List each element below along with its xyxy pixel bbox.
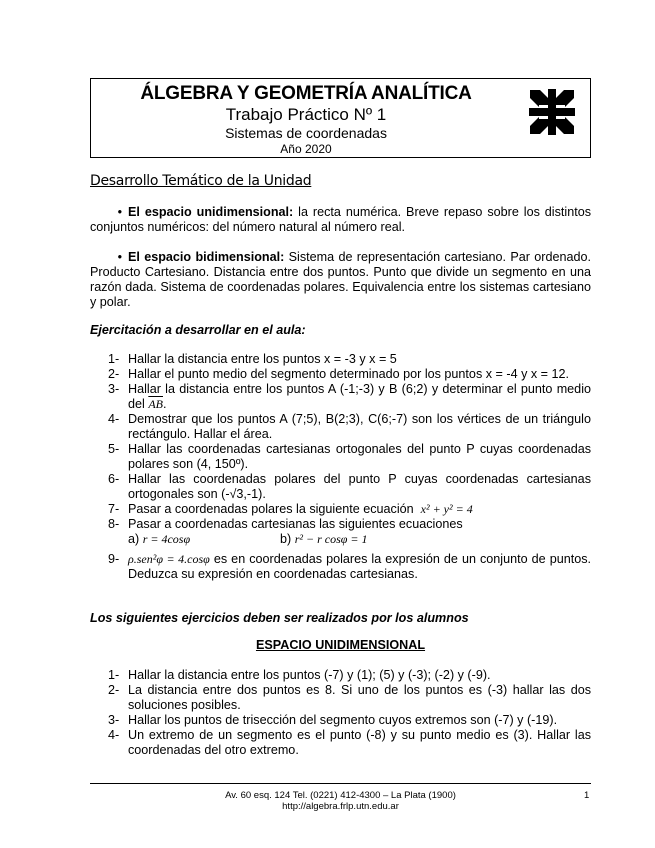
sub-label-b: b) — [280, 532, 292, 546]
list-item — [90, 683, 591, 713]
equation-a: r = 4cosφ — [142, 532, 191, 546]
item-number: 7- — [108, 502, 120, 516]
list-item — [90, 728, 591, 758]
item-number: 3- — [108, 713, 120, 727]
unidim-list — [90, 668, 591, 758]
item-number: 4- — [108, 728, 120, 742]
list-item — [90, 412, 591, 442]
list-item — [90, 668, 591, 683]
sub-label-a: a) — [128, 532, 140, 546]
equation-circle: x² + y² = 4 — [420, 502, 473, 516]
item-text: Hallar la distancia entre los puntos x = -3 y x = 5 — [128, 352, 397, 366]
item-number: 4- — [108, 412, 120, 426]
equation-b: r² − r cosφ = 1 — [294, 532, 368, 546]
page-number: 1 — [584, 790, 590, 801]
list-item — [90, 472, 591, 502]
item-number: 1- — [108, 352, 120, 366]
bullet-bold: El espacio bidimensional: — [128, 250, 285, 264]
bullet-text: la recta numérica. Breve repaso sobre los distintos conjuntos numéricos: del número natural al número real. — [90, 205, 592, 234]
item-text: Pasar a coordenadas polares la siguiente ecuación — [128, 502, 414, 516]
item-number: 9- — [108, 552, 120, 566]
unidim-title: ESPACIO UNIDIMENSIONAL — [255, 638, 426, 652]
footer-address: Av. 60 esq. 124 Tel. (0221) 412-4300 – La Plata (1900) — [225, 790, 456, 801]
list-item — [90, 442, 591, 472]
item-text: Hallar los puntos de trisección del segmento cuyos extremos son (-7) y (-19). — [128, 713, 558, 727]
footer-divider — [90, 783, 591, 784]
document-title: ÁLGEBRA Y GEOMETRÍA ANALÍTICA — [140, 83, 472, 104]
list-item — [90, 367, 591, 382]
item-number: 5- — [108, 442, 120, 456]
item-text: Pasar a coordenadas cartesianas las siguientes ecuaciones — [128, 517, 463, 531]
item-number: 3- — [108, 382, 120, 396]
bullet-bold: El espacio unidimensional: — [128, 205, 294, 219]
classroom-heading: Ejercitación a desarrollar en el aula: — [90, 323, 306, 337]
list-item — [90, 352, 591, 367]
classroom-list — [90, 352, 591, 582]
students-heading: Los siguientes ejercicios deben ser realizados por los alumnos — [90, 611, 469, 625]
item-period: . — [162, 397, 167, 411]
item-text: La distancia entre dos puntos es 8. Si uno de los puntos es (-3) hallar las dos soluciones posibles. — [128, 683, 591, 712]
list-item — [90, 517, 591, 532]
item-text: es en coordenadas polares la expresión de un conjunto de puntos. Deduzca su expresión en coordenadas cartesianas. — [128, 552, 592, 581]
item-text: Un extremo de un segmento es el punto (-8) y su punto medio es (3). Hallar las coordenadas del otro extremo. — [128, 728, 591, 757]
footer-url[interactable]: http://algebra.frlp.utn.edu.ar — [282, 801, 399, 812]
bullet-unidimensional — [90, 205, 591, 235]
item-number: 2- — [108, 367, 120, 381]
item-text: Hallar la distancia entre los puntos (-7) y (1); (5) y (-3); (-2) y (-9). — [128, 668, 491, 682]
item-text: Hallar el punto medio del segmento determinado por los puntos x = -4 y x = 12. — [128, 367, 570, 381]
item-text: Demostrar que los puntos A (7;5), B(2;3), C(6;-7) son los vértices de un triángulo rectángulo. Hallar el área. — [128, 412, 591, 441]
bullet-dot: • — [117, 205, 122, 219]
equation-polar: ρ.sen²φ = 4.cosφ — [128, 552, 210, 566]
item-text: Hallar la distancia entre los puntos A (-1;-3) y B (6;2) y determinar el punto medio del — [128, 382, 591, 411]
document-year: Año 2020 — [280, 142, 332, 156]
bullet-dot: • — [117, 250, 122, 264]
list-item — [90, 713, 591, 728]
item-number: 6- — [108, 472, 120, 486]
list-item — [90, 552, 591, 582]
segment-ab: $\overline{AB}$ — [148, 397, 163, 411]
list-item — [90, 382, 591, 412]
item-text: Hallar las coordenadas polares del punto P cuyas coordenadas cartesianas ortogonales son (-√3,-1). — [128, 472, 591, 501]
utn-logo-icon — [527, 87, 577, 137]
bullet-text: Sistema de representación cartesiano. Par ordenado. Producto Cartesiano. Distancia entre dos puntos. Punto que divide un segmento en una razón dada. Sistema de coordenadas polares. Equivalencia entre los sistemas cartesiano y polar. — [90, 250, 591, 309]
list-item — [90, 502, 591, 517]
list-item-sub — [90, 532, 591, 550]
section-title: Desarrollo Temático de la Unidad — [90, 173, 312, 189]
document-subtitle: Trabajo Práctico Nº 1 — [225, 105, 387, 124]
item-number: 1- — [108, 668, 120, 682]
item-number: 8- — [108, 517, 120, 531]
item-number: 2- — [108, 683, 120, 697]
item-text: Hallar las coordenadas cartesianas ortogonales del punto P cuyas coordenadas polares son (4, 150º). — [128, 442, 591, 471]
header-box — [90, 78, 591, 158]
bullet-bidimensional — [90, 250, 591, 310]
document-topic: Sistemas de coordenadas — [225, 125, 387, 141]
